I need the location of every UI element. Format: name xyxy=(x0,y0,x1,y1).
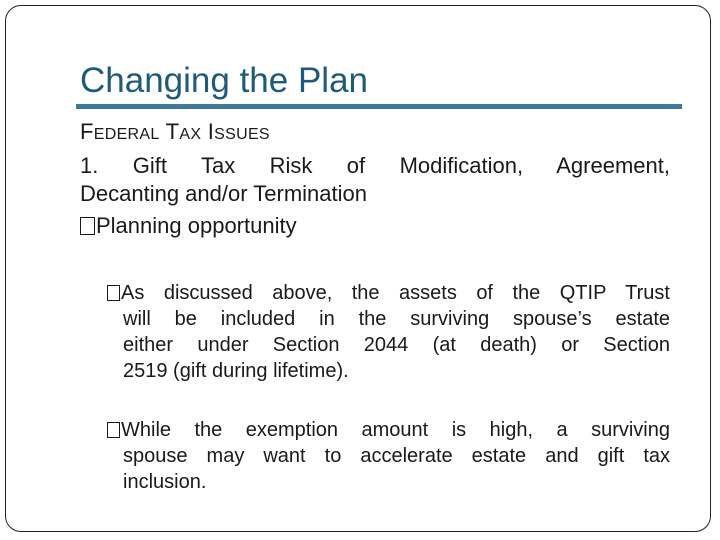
sub-bullet-exemption xyxy=(107,417,670,495)
numbered-item-1-line-1: 1. Gift Tax Risk of Modification, Agreement, xyxy=(80,153,670,178)
numbered-item-1 xyxy=(80,152,670,208)
sub-bullet-line: As discussed above, the assets of the QTIP Trust xyxy=(107,280,670,306)
sub-bullet-line: will be included in the surviving spouse’s estate xyxy=(123,308,670,330)
sub-bullet-qtip xyxy=(107,280,670,384)
bullet-box-icon xyxy=(107,422,120,438)
section-heading: FEDERAL TAX ISSUES xyxy=(80,119,270,144)
bullet-box-icon xyxy=(107,285,120,301)
title-underline xyxy=(76,104,682,109)
sub-bullet-line: While the exemption amount is high, a surviving xyxy=(107,417,670,443)
sub-bullet-line: either under Section 2044 (at death) or Section xyxy=(123,334,670,356)
bullet-text: Planning opportunity xyxy=(96,213,297,238)
bullet-box-icon xyxy=(80,217,95,235)
sub-bullet-line: inclusion. xyxy=(123,471,207,493)
numbered-item-1-line-2: Decanting and/or Termination xyxy=(80,181,367,206)
bullet-planning-opportunity xyxy=(80,212,297,240)
sub-bullet-line: 2519 (gift during lifetime). xyxy=(123,360,349,382)
slide-title: Changing the Plan xyxy=(80,61,368,100)
sub-bullet-line: spouse may want to accelerate estate and gift tax xyxy=(123,445,670,467)
